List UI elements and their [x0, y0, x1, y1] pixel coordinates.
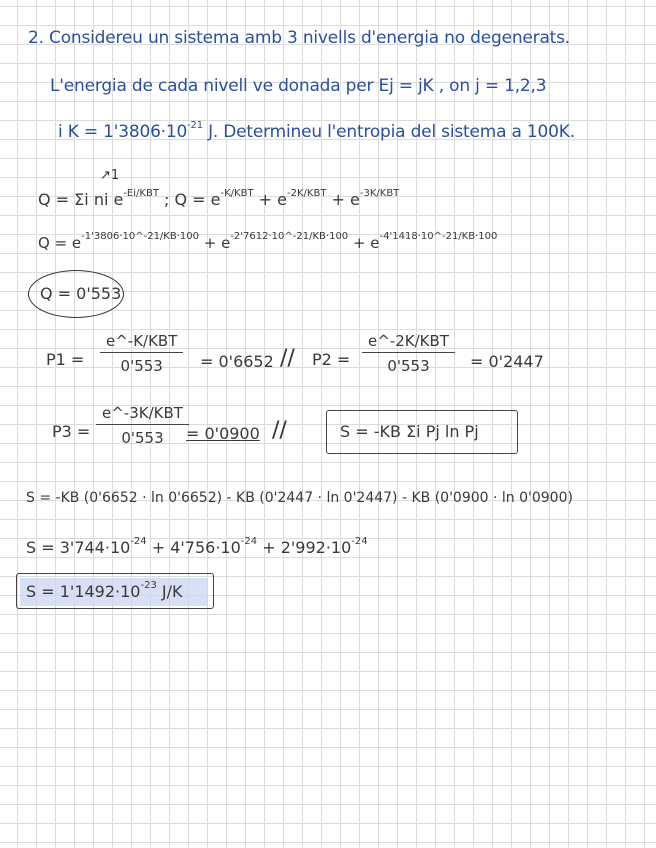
partition-numeric: $Q = e^{-1'3806\cdot 10\^{}-21/KB\cdot 100} + e^{-2'7612\cdot 10\^{}-21/KB\cdot 100} + e^{-4'1418\cdot 10\^{}-21/KB\cdot 100}$ [38, 231, 498, 252]
p3-denominator: 0'553 [121, 429, 164, 447]
statement-line-1: 2. Considereu un sistema amb 3 nivells d'energia no degenerats. [28, 28, 570, 48]
p1-value: = 0'6652 [200, 352, 274, 371]
statement-line-3: i $K = 1'3806\cdot 10^{-21}$ J. Determineu l'entropia del sistema a 100K. [58, 120, 575, 142]
p1-fraction [100, 332, 183, 375]
separator-1: // [280, 346, 295, 371]
p2-value: = 0'2447 [470, 352, 544, 371]
p1-label: P1 = [46, 350, 85, 369]
separator-2: // [272, 418, 287, 443]
p2-label: P2 = [312, 350, 351, 369]
arrow-annotation: ↗1 [100, 168, 120, 183]
p2-denominator: 0'553 [387, 357, 430, 375]
p3-value: = 0'0900 [186, 424, 260, 443]
p2-numerator: e^-2K/KBT [362, 332, 455, 353]
partition-result: Q = 0'553 [40, 284, 122, 303]
partition-definition: Q = Σi ni $e^{-Ei/KBT}$ ; $Q = e^{-K/KBT} + e^{-2K/KBT} + e^{-3K/KBT}$ [38, 188, 400, 209]
p1-denominator: 0'553 [120, 357, 163, 375]
p2-fraction [362, 332, 455, 375]
statement-line-2: L'energia de cada nivell ve donada per Ej = jK , on j = 1,2,3 [50, 76, 547, 96]
entropy-sum: $S = 3'744\cdot 10^{-24} + 4'756\cdot 10^{-24} + 2'992\cdot 10^{-24}$ [26, 536, 368, 557]
p3-fraction [96, 404, 189, 447]
p3-numerator: e^-3K/KBT [96, 404, 189, 425]
final-result: $S = 1'1492\cdot 10^{-23}$ J/K [26, 580, 183, 601]
entropy-formula: S = -KB Σi Pj ln Pj [340, 422, 479, 441]
entropy-expansion: S = -KB (0'6652 · ln 0'6652) - KB (0'2447 · ln 0'2447) - KB (0'0900 · ln 0'0900) [26, 490, 573, 506]
p1-numerator: e^-K/KBT [100, 332, 183, 353]
p3-label: P3 = [52, 422, 91, 441]
